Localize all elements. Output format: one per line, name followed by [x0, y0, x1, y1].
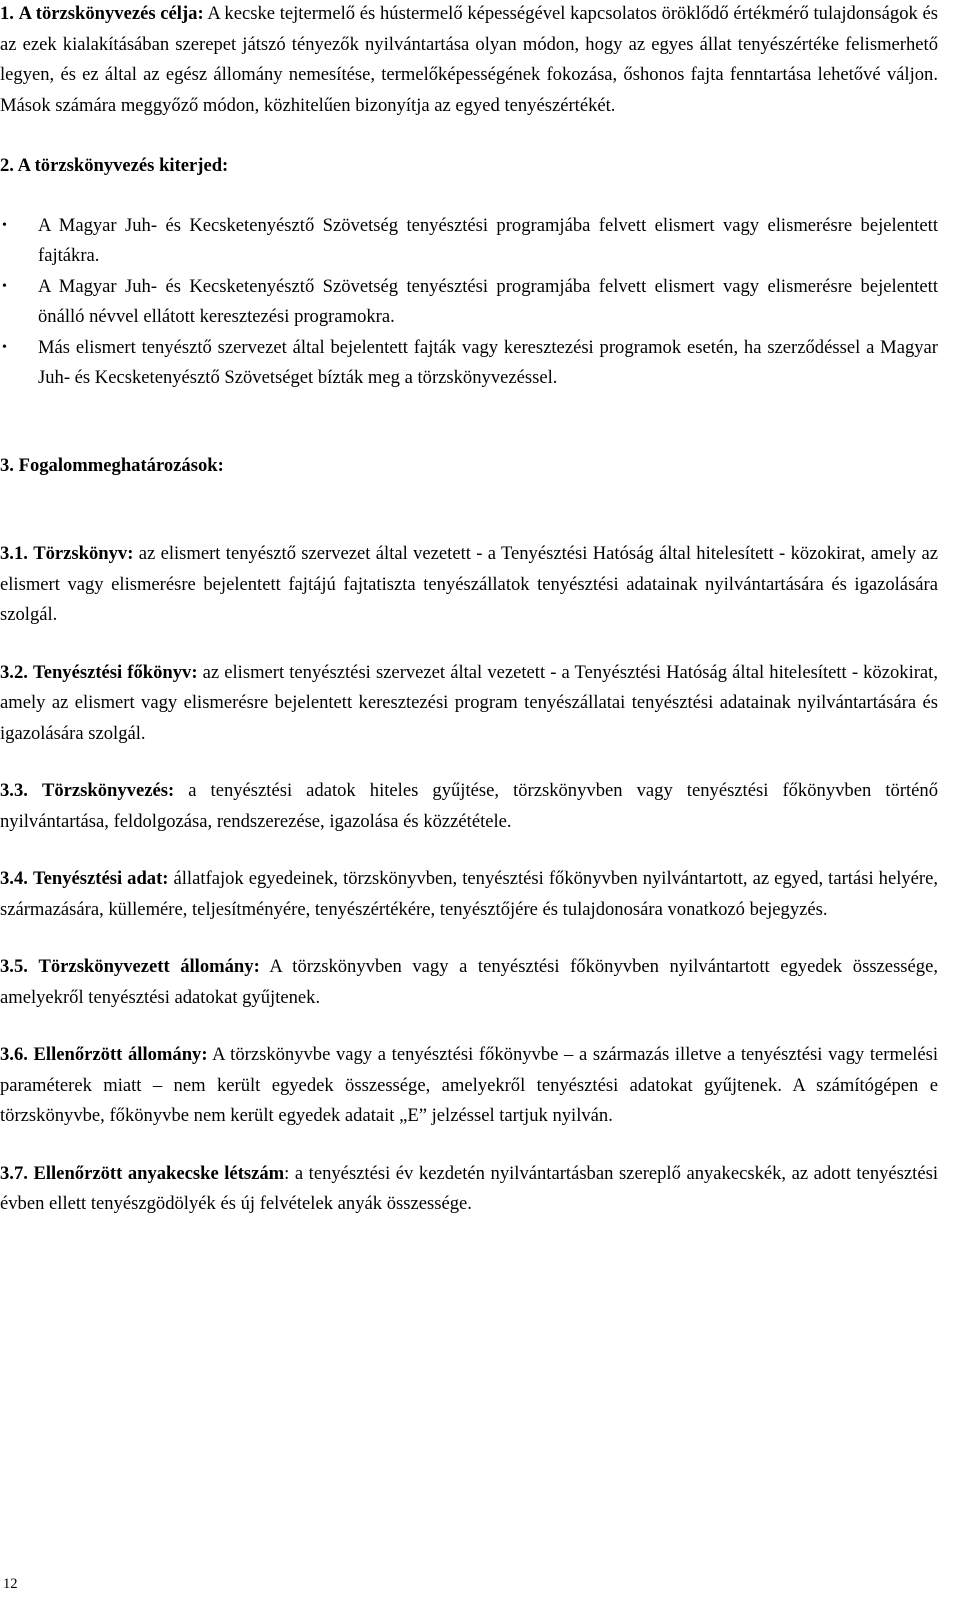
definition-3-4 — [0, 864, 938, 925]
definition-3-6 — [0, 1040, 938, 1132]
section-1-number: 1. — [0, 3, 14, 24]
definition-3-1 — [0, 539, 938, 631]
definition-term: Ellenőrzött anyakecske létszám — [33, 1162, 285, 1184]
section-1-paragraph — [0, 0, 938, 121]
bullet-item-text: Más elismert tenyésztő szervezet által bejelentett fajták vagy keresztezési programok esetén, ha szerződéssel a Magyar Juh- és Kecsketenyésztő Szövetséget bízták meg a törzskönyvezéssel. — [38, 336, 938, 388]
definition-term: Tenyésztési adat: — [32, 868, 169, 889]
page-number: 12 — [3, 1576, 18, 1592]
definition-number: 3.5. — [0, 956, 28, 977]
section-2-bullet-item — [0, 211, 938, 272]
section-2-bullet-list — [0, 211, 938, 394]
definition-number: 3.7. — [0, 1162, 28, 1184]
bullet-icon: • — [2, 278, 7, 294]
definition-text: a tenyésztési adatok hiteles gyűjtése, törzskönyvben vagy tenyésztési főkönyvben történő nyilvántartása, feldolgozása, rendszerezése, igazolása és közzététele. — [0, 780, 938, 832]
definition-term: Tenyésztési főkönyv: — [33, 661, 198, 683]
definition-text: A törzskönyvben vagy a tenyésztési főkönyvben nyilvántartott egyedek összessége, amelyekről tenyésztési adatokat gyűjtenek. — [0, 956, 938, 1008]
definition-number: 3.6. — [0, 1044, 28, 1065]
definition-text: állatfajok egyedeinek, törzskönyvben, tenyésztési főkönyvben nyilvántartott, az egyed, tartási helyére, származására, küllemére, teljesítményére, tenyészértékére, tenyésztőjére és tulajdonosára vonatkozó bejegyzés. — [0, 868, 939, 920]
definition-text: az elismert tenyésztő szervezet által vezetett - a Tenyésztési Hatóság által hitelesített - közokirat, amely az elismert vagy elismerésre bejelentett fajtájú fajtatiszta tenyészállatok tenyésztési adatainak nyilvántartására és igazolására szolgál. — [0, 543, 938, 625]
definition-term: Ellenőrzött állomány: — [33, 1044, 208, 1065]
section-2-bullet-item — [0, 333, 938, 394]
definition-term: Törzskönyv: — [33, 543, 134, 564]
definition-3-2 — [0, 658, 938, 750]
section-3-heading: 3. Fogalommeghatározások: — [0, 454, 224, 476]
section-1-title: A törzskönyvezés célja: — [18, 3, 204, 24]
definition-text: A törzskönyvbe vagy a tenyésztési főkönyvbe – a származás illetve a tenyésztési vagy termelési paraméterek miatt – nem került egyedek összessége, amelyekről tenyésztési adatokat gyűjtenek. A számítógépen e törzskönyvbe, főkönyvbe nem került egyedek adatait „E” jelzéssel tartjuk nyilván. — [0, 1044, 939, 1126]
section-2-bullet-item — [0, 272, 938, 333]
bullet-item-text: A Magyar Juh- és Kecsketenyésztő Szövetség tenyésztési programjába felvett elismert vagy elismerésre bejelentett fajtákra. — [38, 214, 938, 266]
definition-number: 3.1. — [0, 543, 28, 564]
definition-text: : a tenyésztési év kezdetén nyilvántartásban szereplő anyakecskék, az adott tenyésztési évben ellett tenyészgödölyék és új felvételek anyák összessége. — [0, 1162, 938, 1214]
bullet-icon: • — [2, 339, 7, 355]
bullet-icon: • — [2, 217, 7, 233]
definition-number: 3.2. — [0, 661, 28, 683]
definition-number: 3.4. — [0, 868, 28, 889]
bullet-item-text: A Magyar Juh- és Kecsketenyésztő Szövetség tenyésztési programjába felvett elismert vagy elismerésre bejelentett önálló névvel ellátott keresztezési programokra. — [38, 275, 938, 327]
section-1-text: A kecske tejtermelő és hústermelő képességével kapcsolatos öröklődő értékmérő tulajdonságok és az ezek kialakításában szerepet játszó tényezők nyilvántartása olyan módon, hogy az egyes állat tenyészértéke felismerhető legyen, és ez által az egész állomány nemesítése, termelőképességének fokozása, őshonos fajta fenntartása lehetővé váljon. Mások számára meggyőző módon, közhitelűen bizonyítja az egyed tenyészértékét. — [0, 3, 938, 116]
definition-term: Törzskönyvezés: — [41, 780, 175, 801]
definition-3-7 — [0, 1159, 938, 1220]
definition-text: az elismert tenyésztési szervezet által vezetett - a Tenyésztési Hatóság által hitelesített - közokirat, amely az elismert vagy elismerésre bejelentett keresztezési program tenyészállatai tenyésztési adatainak nyilvántartására és igazolására szolgál. — [0, 661, 938, 744]
definition-3-3 — [0, 776, 938, 837]
section-2-heading: 2. A törzskönyvezés kiterjed: — [0, 155, 229, 176]
definition-number: 3.3. — [0, 780, 28, 801]
definition-term: Törzskönyvezett állomány: — [38, 956, 260, 977]
definition-3-5 — [0, 952, 938, 1013]
